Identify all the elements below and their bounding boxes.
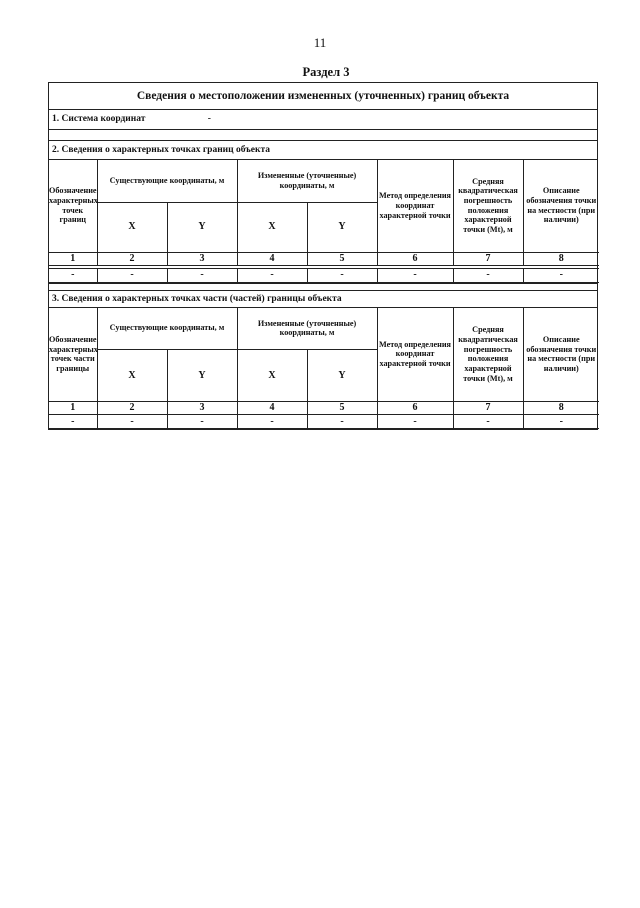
- changed-x-header: X: [237, 350, 307, 402]
- spacer: [49, 283, 597, 291]
- table-cell: -: [377, 415, 453, 429]
- table-cell: -: [237, 415, 307, 429]
- section3-table: [49, 308, 599, 430]
- column-index: 2: [97, 252, 167, 265]
- section2-title: 2. Сведения о характерных точках границ объекта: [49, 141, 597, 160]
- existing-y-header: Y: [167, 202, 237, 252]
- column-index: 2: [97, 402, 167, 415]
- designation-header: Обозначение характерных точек части границы: [49, 308, 97, 402]
- changed-y-header: Y: [307, 350, 377, 402]
- column-index: 6: [377, 252, 453, 265]
- coordinate-system-row: [49, 110, 597, 130]
- description-header: Описание обозначения точки на местности (при наличии): [523, 308, 599, 402]
- section-title: Раздел 3: [302, 65, 350, 79]
- coordinate-system-value: -: [207, 114, 211, 124]
- changed-coords-header: Измененные (уточненные) координаты, м: [237, 160, 377, 202]
- changed-y-header: Y: [307, 202, 377, 252]
- existing-coords-header: Существующие координаты, м: [97, 308, 237, 350]
- table-cell: -: [167, 415, 237, 429]
- accuracy-header: Средняя квадратическая погрешность положения характерной точки (Mt), м: [453, 160, 523, 252]
- column-index: 7: [453, 402, 523, 415]
- column-index: 3: [167, 402, 237, 415]
- method-header: Метод определения координат характерной точки: [377, 160, 453, 252]
- coordinate-system-label: 1. Система координат: [52, 114, 146, 124]
- column-index: 1: [49, 252, 97, 265]
- table-cell: -: [453, 268, 523, 282]
- column-index: 5: [307, 252, 377, 265]
- table-cell: -: [97, 268, 167, 282]
- column-index: 8: [523, 252, 599, 265]
- column-index: 6: [377, 402, 453, 415]
- column-index: 4: [237, 402, 307, 415]
- table-cell: -: [237, 268, 307, 282]
- changed-x-header: X: [237, 202, 307, 252]
- column-index: 7: [453, 252, 523, 265]
- column-index: 1: [49, 402, 97, 415]
- table-row: [49, 268, 599, 282]
- changed-coords-header: Измененные (уточненные) координаты, м: [237, 308, 377, 350]
- table-cell: -: [377, 268, 453, 282]
- column-index: 5: [307, 402, 377, 415]
- column-index: 3: [167, 252, 237, 265]
- table-cell: -: [49, 268, 97, 282]
- spacer: [49, 130, 597, 141]
- table-cell: -: [307, 268, 377, 282]
- table-cell: -: [523, 268, 599, 282]
- description-header: Описание обозначения точки на местности (при наличии): [523, 160, 599, 252]
- boundaries-form: [48, 82, 598, 430]
- table-cell: -: [453, 415, 523, 429]
- existing-y-header: Y: [167, 350, 237, 402]
- table-cell: -: [49, 415, 97, 429]
- section3-title: 3. Сведения о характерных точках части (частей) границы объекта: [49, 291, 597, 308]
- existing-x-header: X: [97, 202, 167, 252]
- table-cell: -: [167, 268, 237, 282]
- table-cell: -: [97, 415, 167, 429]
- designation-header: Обозначение характерных точек границ: [49, 160, 97, 252]
- accuracy-header: Средняя квадратическая погрешность положения характерной точки (Mt), м: [453, 308, 523, 402]
- table-row: [49, 415, 599, 429]
- block-title: Сведения о местоположении измененных (уточненных) границ объекта: [49, 83, 597, 110]
- column-index: 8: [523, 402, 599, 415]
- existing-x-header: X: [97, 350, 167, 402]
- section2-table: [49, 160, 599, 283]
- existing-coords-header: Существующие координаты, м: [97, 160, 237, 202]
- table-cell: -: [307, 415, 377, 429]
- table-cell: -: [523, 415, 599, 429]
- page-number: 11: [313, 35, 327, 50]
- method-header: Метод определения координат характерной точки: [377, 308, 453, 402]
- column-index: 4: [237, 252, 307, 265]
